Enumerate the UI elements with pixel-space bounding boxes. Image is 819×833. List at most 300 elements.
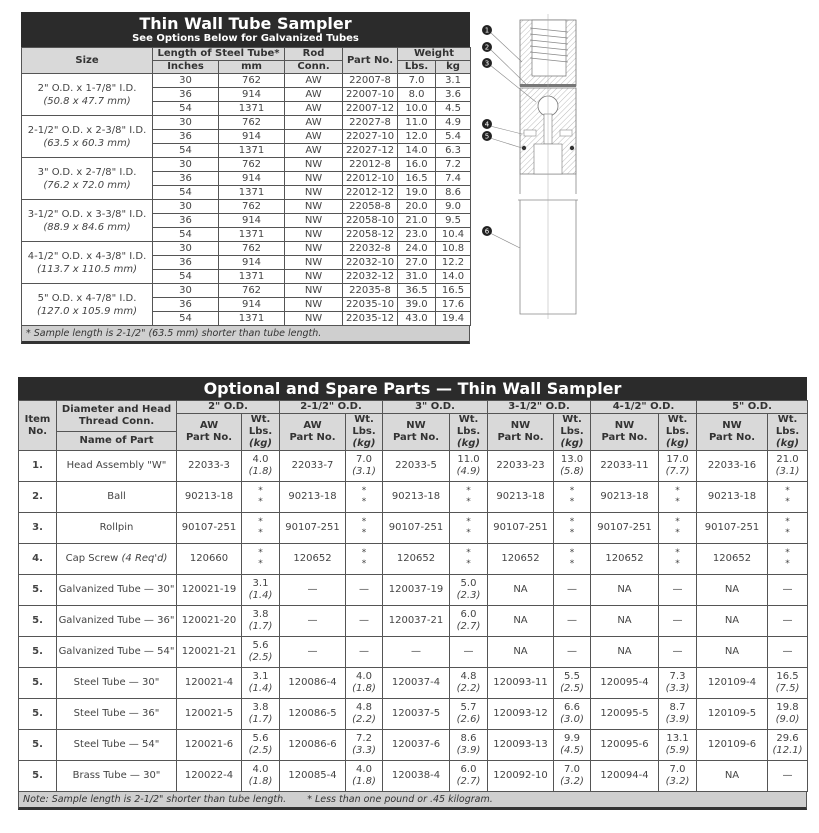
weight-kg: * — [675, 559, 680, 569]
weight-kg: (1.4) — [248, 683, 273, 694]
parts-footnote — [18, 792, 807, 810]
part-number-cell: 120086-5 — [280, 699, 346, 730]
weight-kg: (5.9) — [665, 745, 690, 756]
part-number-cell: 120038-4 — [383, 761, 450, 792]
inches-cell: 30 — [153, 200, 219, 214]
header-wt-lbs: Wt. Lbs. — [775, 414, 800, 437]
weight-cell — [554, 761, 591, 792]
part-name: Ball — [107, 491, 126, 502]
rod-cell: AW — [285, 130, 343, 144]
header-size-od: 3" O.D. — [383, 401, 488, 414]
mm-cell: 914 — [219, 298, 285, 312]
size-imperial: 3" O.D. x 2-7/8" I.D. — [37, 166, 137, 178]
weight-cell — [554, 482, 591, 513]
header-kg: kg — [436, 61, 471, 74]
weight-cell — [554, 575, 591, 606]
weight-kg: (2.5) — [248, 652, 273, 663]
weight-cell — [659, 761, 697, 792]
weight-cell — [554, 451, 591, 482]
weight-cell — [450, 606, 488, 637]
kg-cell: 4.5 — [436, 102, 471, 116]
header-weight-col — [768, 414, 808, 451]
rod-cell: NW — [285, 270, 343, 284]
kg-cell: 19.4 — [436, 312, 471, 326]
header-weight-col — [659, 414, 697, 451]
part-number-cell: NA — [591, 575, 659, 606]
part-cell: 22058-12 — [343, 228, 398, 242]
part-number-cell: 120652 — [697, 544, 768, 575]
parts-row — [19, 544, 808, 575]
header-size-od: 2-1/2" O.D. — [280, 401, 383, 414]
header-weight-col — [554, 414, 591, 451]
rod-cell: AW — [285, 116, 343, 130]
weight-lbs: * — [785, 486, 790, 496]
part-number-cell: 120095-6 — [591, 730, 659, 761]
weight-lbs: * — [675, 517, 680, 527]
part-cell: 22035-8 — [343, 284, 398, 298]
kg-cell: 12.2 — [436, 256, 471, 270]
part-name-cell — [57, 544, 177, 575]
part-number-cell: 22033-5 — [383, 451, 450, 482]
mm-cell: 914 — [219, 130, 285, 144]
part-number-cell: — — [280, 575, 346, 606]
weight-lbs: 3.8 — [252, 609, 269, 620]
kg-cell: 17.6 — [436, 298, 471, 312]
header-weight-col — [242, 414, 280, 451]
weight-lbs: 3.1 — [252, 578, 269, 589]
weight-cell — [242, 451, 280, 482]
parts-row — [19, 637, 808, 668]
part-name: Galvanized Tube — 36" — [58, 615, 175, 626]
weight-kg: (3.2) — [560, 776, 584, 787]
weight-lbs: 29.6 — [776, 733, 799, 744]
parts-title: Optional and Spare Parts — Thin Wall Sampler — [18, 377, 807, 400]
part-cell: 22027-10 — [343, 130, 398, 144]
item-number-cell: 5. — [19, 761, 57, 792]
lbs-cell: 10.0 — [398, 102, 436, 116]
weight-lbs: 5.5 — [564, 671, 580, 682]
inches-cell: 36 — [153, 214, 219, 228]
mm-cell: 1371 — [219, 186, 285, 200]
header-conn: NW — [510, 420, 531, 431]
weight-cell — [768, 730, 808, 761]
weight-cell — [346, 451, 383, 482]
weight-lbs: * — [466, 517, 471, 527]
size-cell — [22, 242, 153, 284]
part-number-cell: 120021-4 — [177, 668, 242, 699]
part-number-cell: — — [280, 637, 346, 668]
svg-text:3: 3 — [484, 59, 490, 68]
lbs-cell: 11.0 — [398, 116, 436, 130]
weight-kg: (1.7) — [248, 621, 273, 632]
part-number-cell: 120109-6 — [697, 730, 768, 761]
part-number-cell: 90213-18 — [280, 482, 346, 513]
rod-cell: AW — [285, 74, 343, 88]
sampler-subtitle: See Options Below for Galvanized Tubes — [132, 33, 359, 44]
weight-lbs: * — [675, 548, 680, 558]
header-wt-kg: (kg) — [352, 438, 376, 449]
weight-kg: * — [785, 497, 790, 507]
sampler-row — [22, 116, 471, 130]
weight-cell — [554, 730, 591, 761]
part-name-cell — [57, 730, 177, 761]
inches-cell: 54 — [153, 186, 219, 200]
rod-cell: NW — [285, 298, 343, 312]
mm-cell: 1371 — [219, 144, 285, 158]
part-cell: 22027-12 — [343, 144, 398, 158]
callout-3 — [482, 58, 492, 68]
size-metric: (63.5 x 60.3 mm) — [43, 137, 131, 149]
lbs-cell: 23.0 — [398, 228, 436, 242]
weight-kg: * — [258, 528, 263, 538]
lbs-cell: 12.0 — [398, 130, 436, 144]
part-number-cell: NA — [488, 575, 554, 606]
mm-cell: 762 — [219, 242, 285, 256]
item-number-cell: 5. — [19, 606, 57, 637]
part-number-cell: 120037-19 — [383, 575, 450, 606]
weight-kg: (1.7) — [248, 714, 273, 725]
weight-lbs: — — [782, 615, 793, 626]
size-imperial: 2-1/2" O.D. x 2-3/8" I.D. — [27, 124, 147, 136]
part-number-cell: 90213-18 — [591, 482, 659, 513]
weight-lbs: * — [258, 517, 263, 527]
part-cell: 22032-12 — [343, 270, 398, 284]
callout-4 — [482, 119, 492, 129]
kg-cell: 7.4 — [436, 172, 471, 186]
part-number-cell: 90107-251 — [697, 513, 768, 544]
part-number-cell: 120021-6 — [177, 730, 242, 761]
kg-cell: 5.4 — [436, 130, 471, 144]
part-number-cell: 90213-18 — [488, 482, 554, 513]
weight-cell — [659, 575, 697, 606]
inches-cell: 30 — [153, 158, 219, 172]
sampler-row — [22, 74, 471, 88]
item-number-cell: 2. — [19, 482, 57, 513]
part-number-cell: NA — [697, 637, 768, 668]
part-name: Rollpin — [99, 522, 134, 533]
weight-lbs: 7.0 — [356, 454, 372, 465]
header-part-no-col — [697, 414, 768, 451]
sampler-footnote: * Sample length is 2-1/2" (63.5 mm) shorter than tube length. — [21, 326, 470, 344]
weight-cell — [242, 637, 280, 668]
part-cell: 22032-8 — [343, 242, 398, 256]
rod-cell: NW — [285, 256, 343, 270]
weight-lbs: 7.2 — [356, 733, 372, 744]
weight-cell — [450, 699, 488, 730]
weight-kg: * — [569, 497, 575, 507]
weight-cell — [659, 668, 697, 699]
sampler-row — [22, 284, 471, 298]
weight-cell — [346, 668, 383, 699]
mm-cell: 1371 — [219, 228, 285, 242]
weight-cell — [346, 575, 383, 606]
header-wt-lbs: Wt. Lbs. — [456, 414, 481, 437]
parts-row — [19, 699, 808, 730]
parts-table-section — [18, 377, 807, 810]
svg-text:1: 1 — [484, 26, 490, 35]
part-number-cell: 90213-18 — [383, 482, 450, 513]
header-size-od: 5" O.D. — [697, 401, 808, 414]
part-number-cell: 22033-7 — [280, 451, 346, 482]
part-number-cell: 22033-23 — [488, 451, 554, 482]
header-conn: NW — [614, 420, 635, 431]
part-number-cell: 120021-19 — [177, 575, 242, 606]
part-name: Cap Screw — [65, 553, 119, 564]
size-metric: (127.0 x 105.9 mm) — [37, 305, 137, 317]
weight-cell — [659, 482, 697, 513]
header-wt-lbs: Wt. Lbs. — [665, 414, 690, 437]
callout-5 — [482, 131, 492, 141]
weight-lbs: 16.5 — [776, 671, 799, 682]
header-part-no-label: Part No. — [601, 432, 648, 443]
part-cell: 22012-10 — [343, 172, 398, 186]
weight-lbs: 3.1 — [252, 671, 269, 682]
weight-cell — [659, 451, 697, 482]
header-part-no-col — [591, 414, 659, 451]
weight-cell — [242, 730, 280, 761]
part-number-cell: 120021-21 — [177, 637, 242, 668]
weight-cell — [659, 606, 697, 637]
weight-kg: (7.5) — [775, 683, 800, 694]
part-cell: 22058-8 — [343, 200, 398, 214]
weight-cell — [554, 637, 591, 668]
rod-cell: NW — [285, 172, 343, 186]
weight-lbs: 17.0 — [666, 454, 689, 465]
lbs-cell: 16.0 — [398, 158, 436, 172]
svg-text:4: 4 — [484, 120, 490, 129]
part-number-cell: NA — [591, 637, 659, 668]
item-number-cell: 5. — [19, 575, 57, 606]
weight-lbs: — — [567, 584, 577, 595]
sampler-row — [22, 242, 471, 256]
weight-cell — [346, 761, 383, 792]
weight-cell — [346, 606, 383, 637]
header-part-no-col — [488, 414, 554, 451]
size-cell — [22, 200, 153, 242]
kg-cell: 3.6 — [436, 88, 471, 102]
part-name: Steel Tube — 54" — [73, 739, 160, 750]
lbs-cell: 16.5 — [398, 172, 436, 186]
lbs-cell: 20.0 — [398, 200, 436, 214]
size-metric: (113.7 x 110.5 mm) — [37, 263, 137, 275]
weight-kg: (1.8) — [352, 683, 376, 694]
weight-cell — [554, 544, 591, 575]
weight-lbs: * — [569, 548, 575, 558]
rod-cell: NW — [285, 200, 343, 214]
inches-cell: 54 — [153, 312, 219, 326]
part-number-cell: 120092-10 — [488, 761, 554, 792]
item-number-cell: 5. — [19, 668, 57, 699]
weight-kg: * — [466, 497, 471, 507]
weight-cell — [242, 699, 280, 730]
part-name: Galvanized Tube — 30" — [58, 584, 175, 595]
part-number-cell: 120037-21 — [383, 606, 450, 637]
parts-row — [19, 451, 808, 482]
weight-kg: (3.9) — [456, 745, 481, 756]
rod-cell: AW — [285, 144, 343, 158]
weight-lbs: — — [672, 584, 683, 595]
weight-cell — [346, 730, 383, 761]
part-cell: 22012-12 — [343, 186, 398, 200]
weight-lbs: 5.0 — [460, 578, 477, 589]
part-number-cell: 90107-251 — [591, 513, 659, 544]
header-weight-col — [450, 414, 488, 451]
weight-lbs: — — [359, 646, 369, 657]
kg-cell: 8.6 — [436, 186, 471, 200]
header-part-no-col — [177, 414, 242, 451]
weight-kg: (1.8) — [248, 776, 273, 787]
mm-cell: 914 — [219, 214, 285, 228]
size-imperial: 2" O.D. x 1-7/8" I.D. — [37, 82, 137, 94]
item-number-cell: 1. — [19, 451, 57, 482]
weight-lbs: — — [359, 615, 369, 626]
part-number-cell: 120095-5 — [591, 699, 659, 730]
item-number-cell: 5. — [19, 637, 57, 668]
weight-lbs: * — [361, 548, 367, 558]
weight-cell — [242, 575, 280, 606]
part-number-cell: 120021-5 — [177, 699, 242, 730]
weight-kg: (2.7) — [456, 776, 481, 787]
weight-cell — [450, 544, 488, 575]
weight-lbs: 5.7 — [460, 702, 477, 713]
parts-row — [19, 482, 808, 513]
part-number-cell: 120652 — [488, 544, 554, 575]
weight-cell — [346, 699, 383, 730]
weight-lbs: 4.0 — [252, 454, 269, 465]
part-number-cell: NA — [697, 606, 768, 637]
weight-lbs: 4.0 — [252, 764, 269, 775]
lbs-cell: 31.0 — [398, 270, 436, 284]
weight-kg: * — [569, 559, 575, 569]
sampler-spec-table — [21, 12, 470, 344]
part-number-cell: 120652 — [591, 544, 659, 575]
header-lbs: Lbs. — [398, 61, 436, 74]
part-number-cell: 120037-6 — [383, 730, 450, 761]
weight-cell — [659, 730, 697, 761]
lbs-cell: 19.0 — [398, 186, 436, 200]
weight-kg: * — [675, 497, 680, 507]
header-part-no-col — [383, 414, 450, 451]
mm-cell: 914 — [219, 172, 285, 186]
header-wt-lbs: Wt. Lbs. — [560, 414, 584, 437]
header-rod: Rod — [285, 48, 343, 61]
part-number-cell: 120093-12 — [488, 699, 554, 730]
weight-lbs: — — [782, 646, 793, 657]
weight-kg: (7.7) — [665, 466, 690, 477]
weight-kg: * — [785, 559, 790, 569]
parts-row — [19, 761, 808, 792]
part-number-cell: 120037-4 — [383, 668, 450, 699]
weight-lbs: 9.9 — [564, 733, 580, 744]
weight-kg: * — [361, 559, 367, 569]
kg-cell: 16.5 — [436, 284, 471, 298]
size-cell — [22, 116, 153, 158]
part-name: Brass Tube — 30" — [72, 770, 161, 781]
callout-1 — [482, 25, 492, 35]
lbs-cell: 43.0 — [398, 312, 436, 326]
weight-lbs: 7.0 — [564, 764, 580, 775]
weight-cell — [450, 575, 488, 606]
part-number-cell: 90213-18 — [697, 482, 768, 513]
weight-kg: (3.9) — [665, 714, 690, 725]
part-number-cell: 90213-18 — [177, 482, 242, 513]
part-number-cell: — — [383, 637, 450, 668]
mm-cell: 762 — [219, 158, 285, 172]
weight-lbs: * — [361, 486, 367, 496]
sampler-title-bar — [21, 12, 470, 47]
part-number-cell: 90107-251 — [280, 513, 346, 544]
header-part-no-col — [280, 414, 346, 451]
part-cell: 22058-10 — [343, 214, 398, 228]
part-name-cell — [57, 668, 177, 699]
weight-kg: (3.1) — [775, 466, 800, 477]
weight-lbs: 11.0 — [457, 454, 480, 465]
size-metric: (88.9 x 84.6 mm) — [43, 221, 131, 233]
weight-cell — [768, 668, 808, 699]
inches-cell: 30 — [153, 116, 219, 130]
rod-cell: NW — [285, 186, 343, 200]
weight-lbs: 5.6 — [252, 733, 269, 744]
weight-lbs: 13.0 — [560, 454, 584, 465]
part-name: Steel Tube — 30" — [73, 677, 160, 688]
mm-cell: 762 — [219, 116, 285, 130]
parts-row — [19, 668, 808, 699]
weight-cell — [659, 699, 697, 730]
weight-cell — [242, 513, 280, 544]
weight-kg: (9.0) — [775, 714, 800, 725]
part-number-cell: 90107-251 — [383, 513, 450, 544]
weight-cell — [554, 699, 591, 730]
item-number-cell: 3. — [19, 513, 57, 544]
mm-cell: 1371 — [219, 270, 285, 284]
part-name-cell — [57, 637, 177, 668]
weight-cell — [242, 606, 280, 637]
header-weight: Weight — [398, 48, 471, 61]
inches-cell: 30 — [153, 74, 219, 88]
header-diameter-conn: Diameter and Head Thread Conn. — [57, 401, 177, 432]
size-cell — [22, 158, 153, 200]
weight-lbs: 6.0 — [460, 609, 477, 620]
weight-lbs: — — [359, 584, 369, 595]
weight-cell — [346, 513, 383, 544]
weight-lbs: 4.8 — [356, 702, 372, 713]
parts-row — [19, 606, 808, 637]
header-conn: AW — [303, 420, 322, 431]
header-part-no-label: Part No. — [708, 432, 756, 443]
mm-cell: 914 — [219, 256, 285, 270]
part-name-cell — [57, 513, 177, 544]
part-cell: 22007-8 — [343, 74, 398, 88]
weight-lbs: — — [567, 646, 577, 657]
header-conn: Conn. — [285, 61, 343, 74]
lbs-cell: 14.0 — [398, 144, 436, 158]
weight-kg: (1.8) — [248, 466, 273, 477]
inches-cell: 54 — [153, 102, 219, 116]
weight-cell — [554, 513, 591, 544]
weight-kg: * — [258, 559, 263, 569]
header-mm: mm — [219, 61, 285, 74]
inches-cell: 36 — [153, 130, 219, 144]
kg-cell: 7.2 — [436, 158, 471, 172]
weight-kg: (4.5) — [560, 745, 584, 756]
header-part-no: Part No. — [343, 48, 398, 74]
header-wt-kg: (kg) — [249, 438, 272, 449]
header-conn: NW — [722, 420, 742, 431]
sampler-cross-section-diagram — [478, 14, 598, 334]
weight-cell — [450, 513, 488, 544]
size-imperial: 4-1/2" O.D. x 4-3/8" I.D. — [27, 250, 147, 262]
parts-row — [19, 575, 808, 606]
